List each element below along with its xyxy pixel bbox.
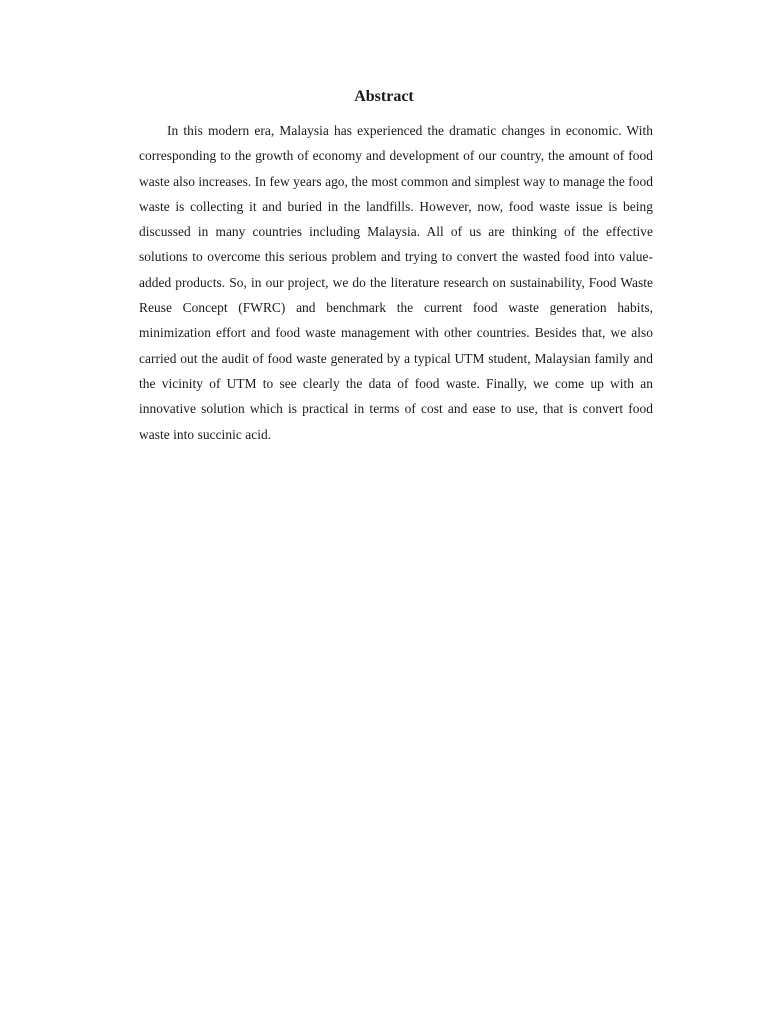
abstract-paragraph: In this modern era, Malaysia has experienced the dramatic changes in economic. With corresponding to the growth of economy and development of our country, the amount of food waste also increases. In few years ago, the most common and simplest way to manage the food waste is collecting it and buried in the landfills. However, now, food waste issue is being discussed in many countries including Malaysia. All of us are thinking of the effective solutions to overcome this serious problem and trying to convert the wasted food into value-added products. So, in our project, we do the literature research on sustainability, Food Waste Reuse Concept (FWRC) and benchmark the current food waste generation habits, minimization effort and food waste management with other countries. Besides that, we also carried out the audit of food waste generated by a typical UTM student, Malaysian family and the vicinity of UTM to see clearly the data of food waste. Finally, we come up with an innovative solution which is practical in terms of cost and ease to use, that is convert food waste into succinic acid. (139, 123, 653, 442)
abstract-title: Abstract (354, 88, 414, 105)
